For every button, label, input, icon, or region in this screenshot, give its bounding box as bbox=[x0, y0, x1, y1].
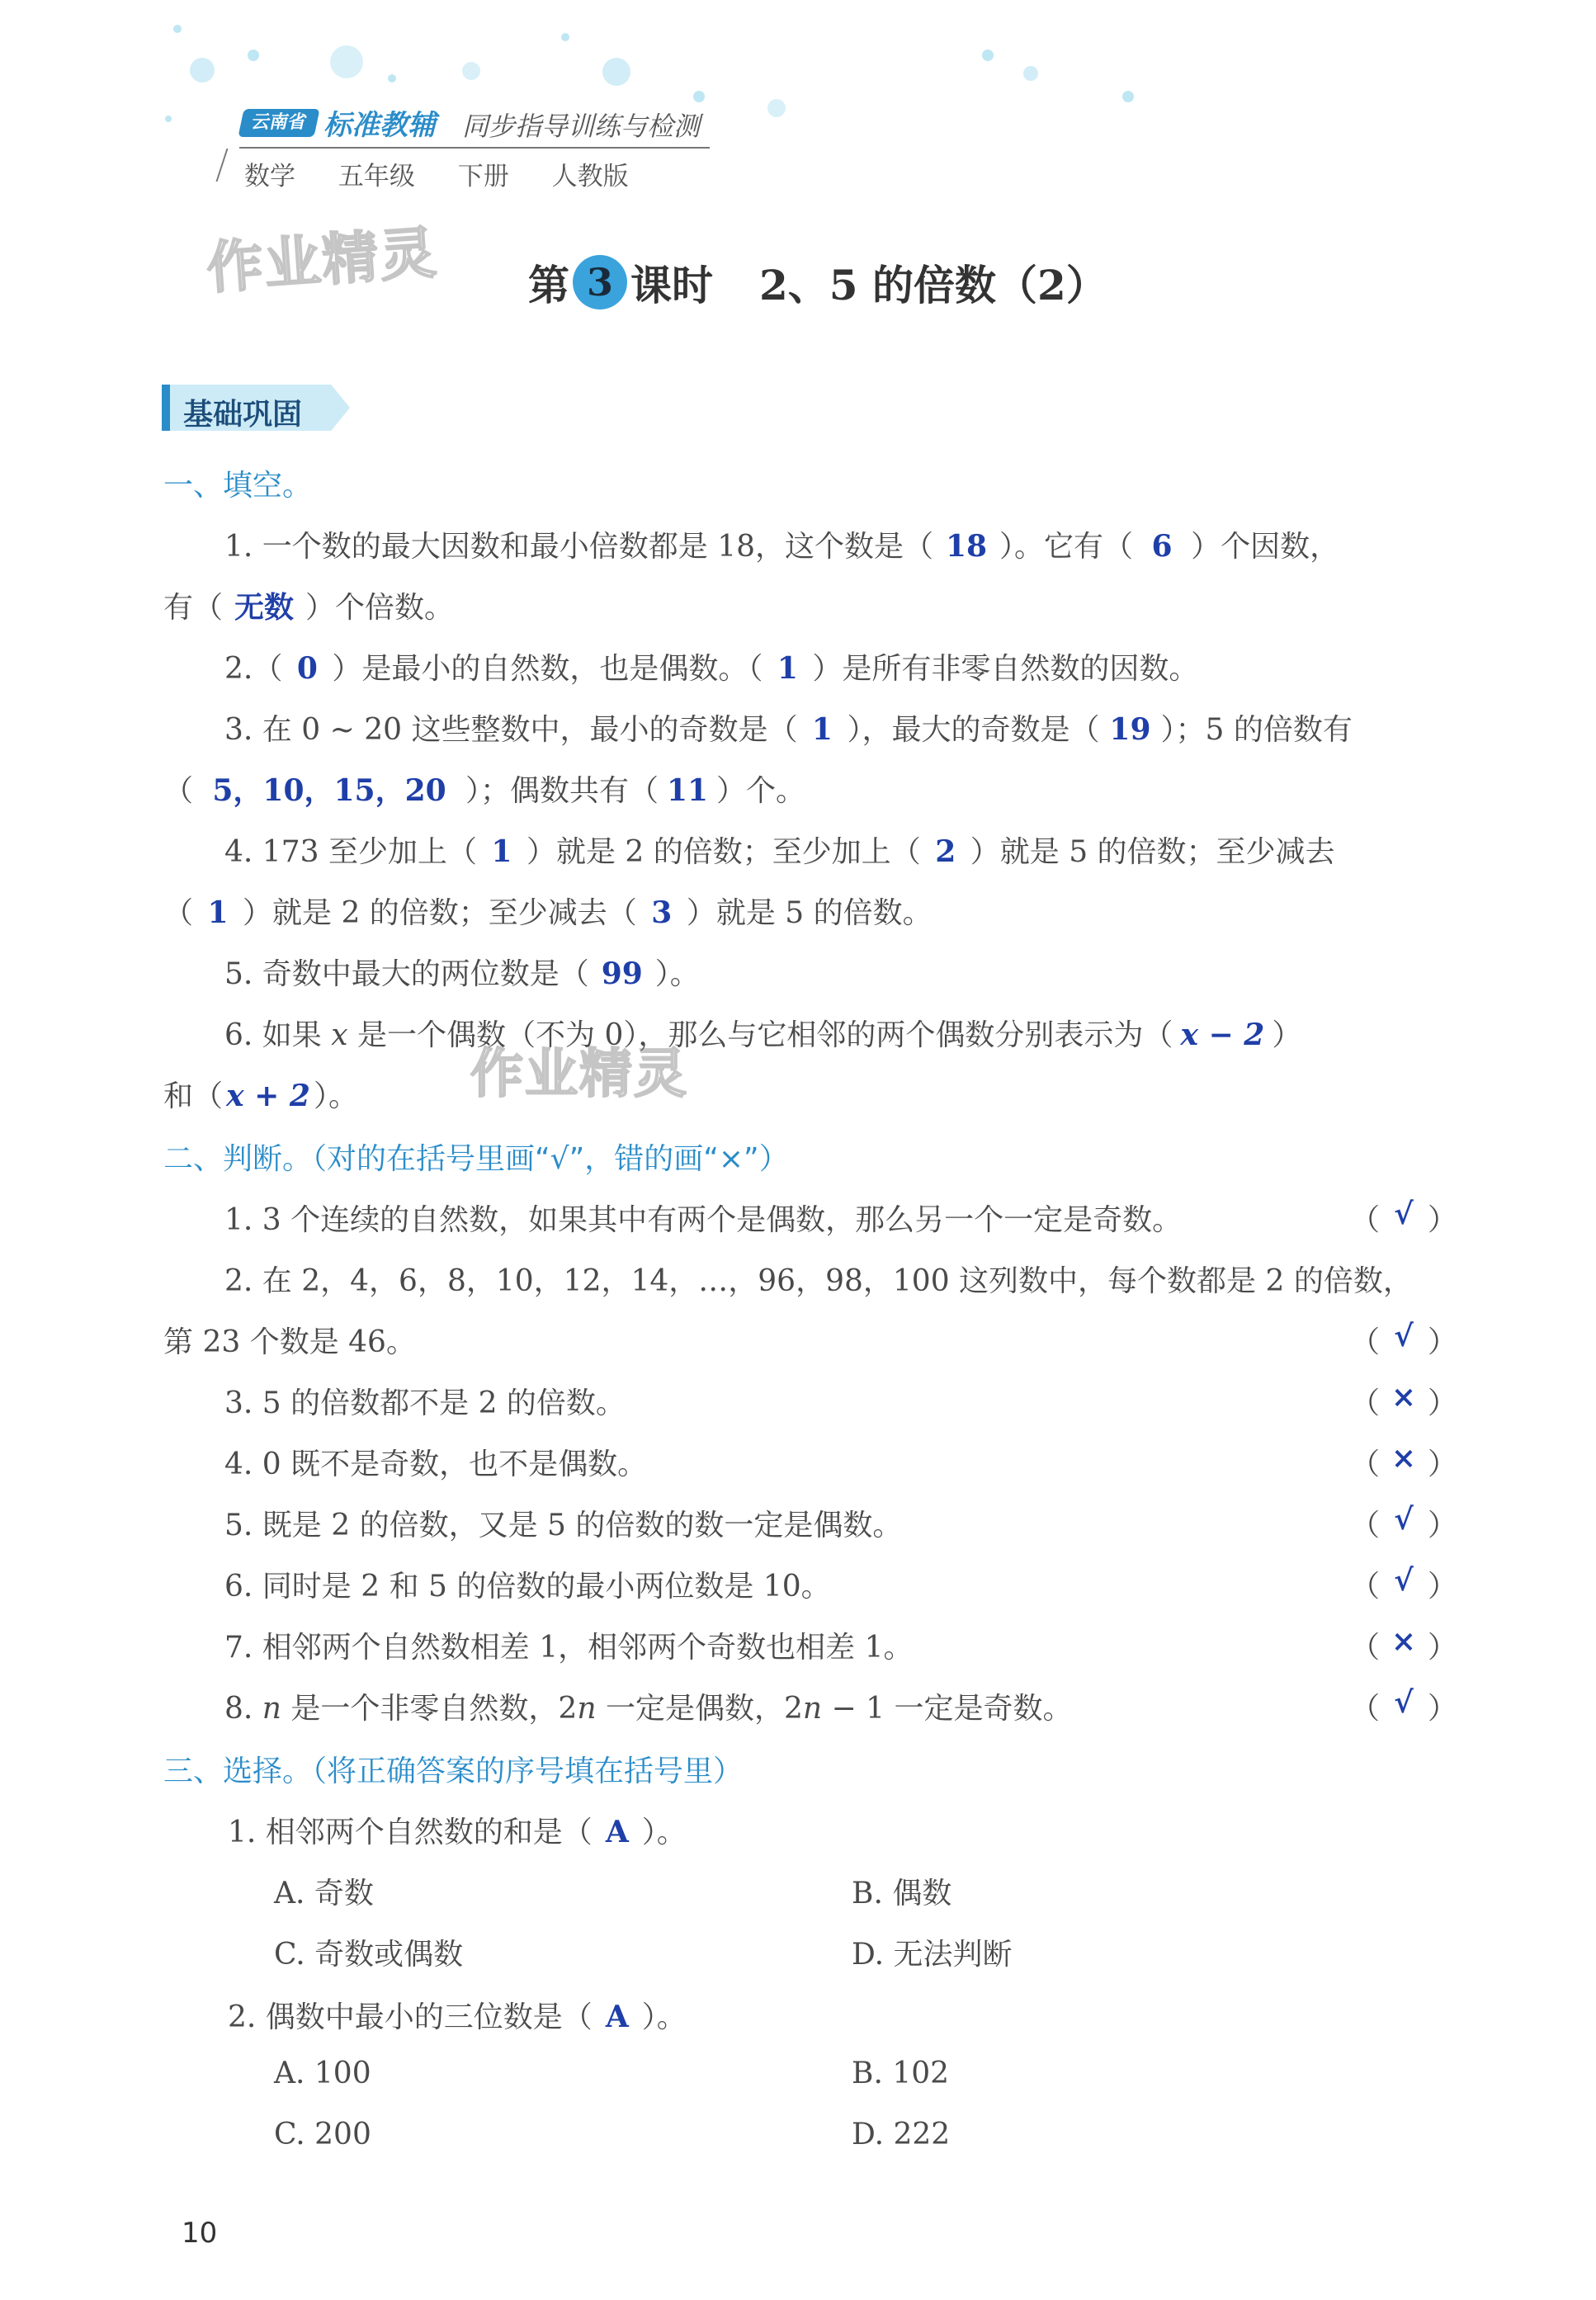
lesson-prefix: 第 bbox=[528, 261, 569, 309]
lesson-topic: 2、5 的倍数（2） bbox=[759, 261, 1107, 309]
watermark-logo: 作业精灵 bbox=[470, 1044, 688, 1105]
header-divider bbox=[239, 147, 710, 149]
judge-item-3: 3. 5 的倍数都不是 2 的倍数。 bbox=[224, 1386, 626, 1420]
answer: 1 bbox=[491, 834, 512, 869]
page-number: 10 bbox=[182, 2217, 218, 2250]
lesson-title bbox=[528, 253, 1107, 312]
brand-badge: 云南省 bbox=[238, 109, 319, 137]
answer: 99 bbox=[601, 956, 643, 991]
judge-answer-3: （ × ） bbox=[1350, 1380, 1457, 1420]
part2-heading: 二、判断。（对的在括号里画“√”，错的画“×”） bbox=[163, 1142, 789, 1176]
answer: x − 2 bbox=[1180, 1018, 1265, 1052]
answer: x + 2 bbox=[226, 1079, 310, 1113]
subject: 数学 bbox=[244, 162, 295, 191]
answer: 5，10，15，20 bbox=[212, 773, 446, 808]
edition: 人教版 bbox=[551, 162, 629, 191]
fill-q1-line2: 有（ 无数 ）个倍数。 bbox=[163, 584, 454, 626]
judge-item-1: 1. 3 个连续的自然数，如果其中有两个是偶数，那么另一个一定是奇数。 bbox=[224, 1203, 1183, 1237]
option-a: A. 奇数 bbox=[274, 1877, 374, 1910]
fill-q2: 2.（ 0 ）是最小的自然数，也是偶数。（ 1 ）是所有非零自然数的因数。 bbox=[224, 651, 1199, 686]
answer: 19 bbox=[1109, 712, 1151, 747]
part1-heading: 一、填空。 bbox=[163, 469, 313, 503]
judge-answer-2: （ √ ） bbox=[1350, 1319, 1457, 1359]
answer: 无数 bbox=[234, 590, 295, 625]
answer: 11 bbox=[666, 773, 709, 808]
answer: A bbox=[605, 2000, 629, 2034]
answer: 1 bbox=[811, 712, 833, 747]
lesson-suffix: 课时 bbox=[630, 261, 713, 309]
judge-item-2: 2. 在 2，4，6，8，10，12，14，…，96，98，100 这列数中，每个数都是 2 的倍数， bbox=[224, 1264, 1413, 1298]
fill-q3-line1: 3. 在 0 ~ 20 这些整数中，最小的奇数是（ 1 ），最大的奇数是（ 19 ）；5 的倍数有 bbox=[224, 712, 1353, 747]
brand-name: 标准教辅 bbox=[323, 109, 436, 142]
fill-q5: 5. 奇数中最大的两位数是（ 99 ）。 bbox=[224, 956, 700, 991]
lesson-number: 3 bbox=[573, 255, 627, 309]
answer: 18 bbox=[945, 529, 988, 564]
judge-answer-8: （ √ ） bbox=[1350, 1685, 1457, 1726]
judge-item-7: 7. 相邻两个自然数相差 1，相邻两个奇数也相差 1。 bbox=[224, 1631, 914, 1665]
judge-item-5: 5. 既是 2 的倍数，又是 5 的倍数的数一定是偶数。 bbox=[224, 1509, 903, 1542]
option-c: C. 200 bbox=[274, 2118, 371, 2151]
judge-answer-6: （ √ ） bbox=[1350, 1563, 1457, 1603]
judge-answer-5: （ √ ） bbox=[1350, 1502, 1457, 1542]
judge-item-6: 6. 同时是 2 和 5 的倍数的最小两位数是 10。 bbox=[224, 1570, 831, 1603]
judge-item-8: 8. n 是一个非零自然数，2n 一定是偶数，2n − 1 一定是奇数。 bbox=[224, 1692, 1073, 1726]
answer: 0 bbox=[296, 651, 318, 686]
answer: 1 bbox=[207, 895, 229, 930]
watermark-logo: 作业精灵 bbox=[205, 220, 440, 302]
brand-subtitle: 同步指导训练与检测 bbox=[462, 111, 701, 142]
answer: 2 bbox=[935, 834, 956, 869]
part3-heading: 三、选择。（将正确答案的序号填在括号里） bbox=[163, 1755, 744, 1788]
answer: A bbox=[605, 1815, 629, 1849]
option-d: D. 222 bbox=[852, 2118, 951, 2151]
book-info bbox=[244, 155, 652, 192]
answer: 3 bbox=[651, 895, 673, 930]
judge-item-2-cont: 第 23 个数是 46。 bbox=[163, 1325, 416, 1359]
answer: 1 bbox=[777, 651, 798, 686]
fill-q1-line1: 1. 一个数的最大因数和最小倍数都是 18，这个数是（ 18 ）。它有（ 6 ）个因数， bbox=[224, 529, 1340, 564]
fill-q6-line2: 和（ x + 2 ）。 bbox=[163, 1079, 359, 1113]
option-c: C. 奇数或偶数 bbox=[274, 1938, 464, 1972]
volume: 下册 bbox=[457, 162, 509, 191]
option-b: B. 102 bbox=[852, 2057, 950, 2090]
choice-q1: 1. 相邻两个自然数的和是（ A ）。 bbox=[228, 1815, 687, 1849]
choice-q2: 2. 偶数中最小的三位数是（ A ）。 bbox=[228, 2000, 687, 2034]
fill-q4-line1: 4. 173 至少加上（ 1 ）就是 2 的倍数；至少加上（ 2 ）就是 5 的倍数；至少减去 bbox=[224, 834, 1335, 869]
fill-q4-line2: （ 1 ）就是 2 的倍数；至少减去（ 3 ）就是 5 的倍数。 bbox=[163, 895, 933, 930]
judge-answer-1: （ √ ） bbox=[1350, 1197, 1457, 1237]
header-slash bbox=[216, 149, 229, 182]
fill-q3-line2: （ 5，10，15，20 ）；偶数共有（ 11 ）个。 bbox=[163, 767, 805, 810]
grade: 五年级 bbox=[338, 162, 415, 191]
section-label: 基础巩固 bbox=[183, 398, 303, 432]
fill-q6-line1: 6. 如果 x 是一个偶数（不为 0），那么与它相邻的两个偶数分别表示为（ x − 2 ） bbox=[224, 1018, 1302, 1052]
judge-answer-4: （ × ） bbox=[1350, 1441, 1457, 1481]
option-b: B. 偶数 bbox=[852, 1877, 952, 1910]
judge-answer-7: （ × ） bbox=[1350, 1624, 1457, 1665]
answer: 6 bbox=[1151, 529, 1173, 564]
judge-item-4: 4. 0 既不是奇数，也不是偶数。 bbox=[224, 1448, 648, 1481]
option-d: D. 无法判断 bbox=[852, 1938, 1013, 1972]
option-a: A. 100 bbox=[274, 2057, 371, 2090]
